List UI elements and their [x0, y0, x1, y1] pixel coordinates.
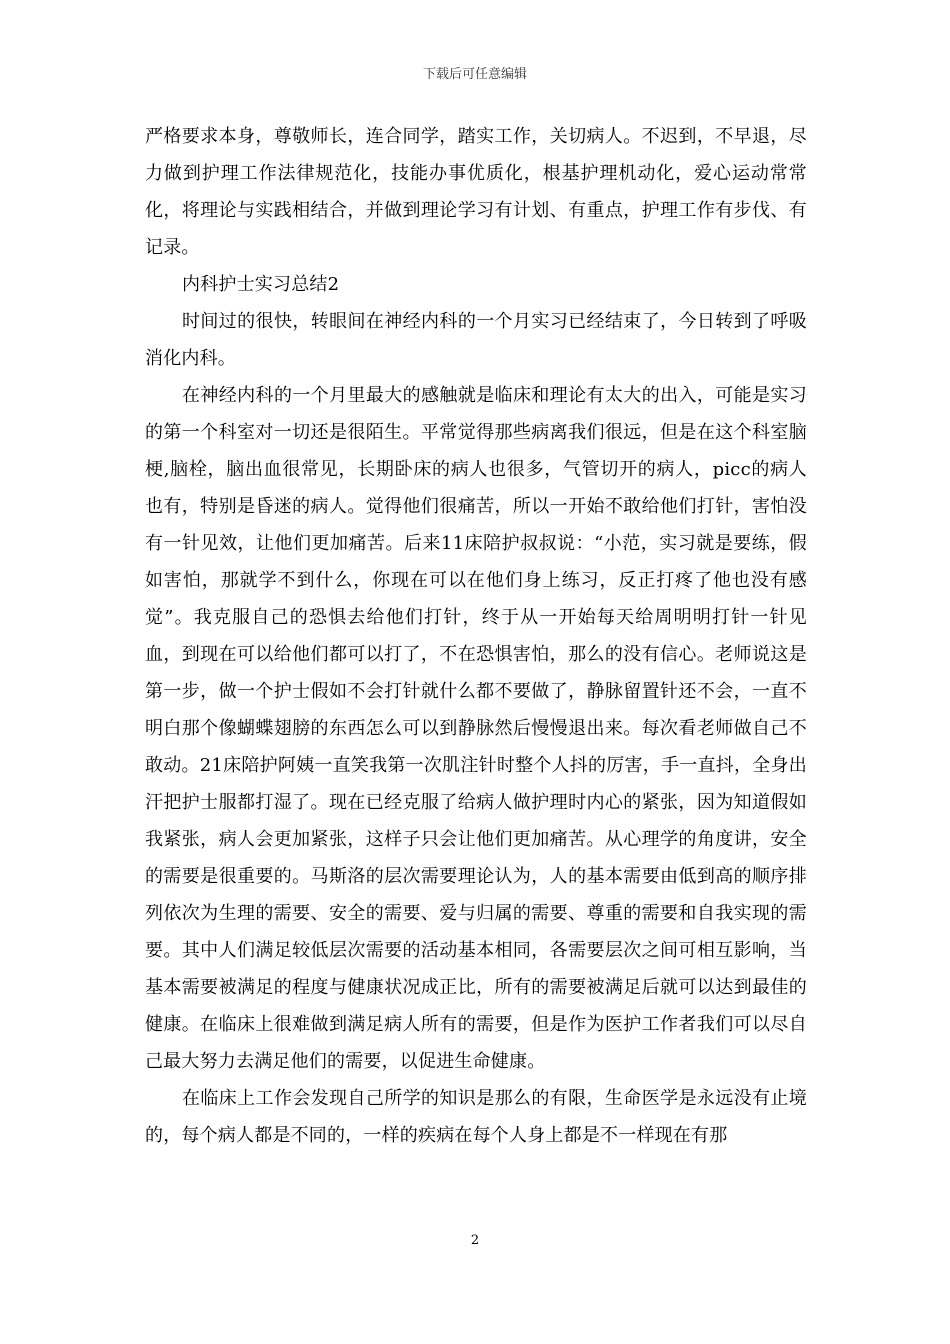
section-heading: 内科护士实习总结2 — [182, 274, 340, 295]
paragraph: 时间过的很快，转眼间在神经内科的一个月实习已经结束了，今日转到了呼吸消化内科。 — [145, 311, 807, 369]
page-header: 下载后可任意编辑 — [422, 67, 527, 82]
paragraph-continuation: 严格要求本身，尊敬师长，连合同学，踏实工作，关切病人。不迟到，不早退，尽力做到护理工作法律规范化，技能办事优质化，根基护理机动化，爱心运动常常化，将理论与实践相结合，并做到理论学习有计划、有重点，护理工作有步伐、有记录。 — [145, 126, 807, 258]
document-body — [145, 118, 807, 1154]
paragraph: 在临床上工作会发现自己所学的知识是那么的有限，生命医学是永远没有止境的，每个病人都是不同的，一样的疾病在每个人身上都是不一样现在有那 — [145, 1088, 807, 1146]
page-number: 2 — [470, 1233, 480, 1248]
paragraph: 在神经内科的一个月里最大的感触就是临床和理论有太大的出入，可能是实习的第一个科室对一切还是很陌生。平常觉得那些病离我们很远，但是在这个科室脑梗,脑栓，脑出血很常见，长期卧床的病人也很多，气管切开的病人，picc的病人也有，特别是昏迷的病人。觉得他们很痛苦，所以一开始不敢给他们打针，害怕没有一针见效，让他们更加痛苦。后来11床陪护叔叔说：“小范，实习就是要练，假如害怕，那就学不到什么，你现在可以在他们身上练习，反正打疼了他也没有感觉”。我克服自己的恐惧去给他们打针，终于从一开始每天给周明明打针一针见血，到现在可以给他们都可以打了，不在恐惧害怕，那么的没有信心。老师说这是第一步，做一个护士假如不会打针就什么都不要做了，静脉留置针还不会，一直不明白那个像蝴蝶翅膀的东西怎么可以到静脉然后慢慢退出来。每次看老师做自己不敢动。21床陪护阿姨一直笑我第一次肌注针时整个人抖的厉害，手一直抖，全身出汗把护士服都打湿了。现在已经克服了给病人做护理时内心的紧张，因为知道假如我紧张，病人会更加紧张，这样子只会让他们更加痛苦。从心理学的角度讲，安全的需要是很重要的。马斯洛的层次需要理论认为，人的基本需要由低到高的顺序排列依次为生理的需要、安全的需要、爱与归属的需要、尊重的需要和自我实现的需要。其中人们满足较低层次需要的活动基本相同，各需要层次之间可相互影响，当基本需要被满足的程度与健康状况成正比，所有的需要被满足后就可以达到最佳的健康。在临床上很难做到满足病人所有的需要，但是作为医护工作者我们可以尽自己最大努力去满足他们的需要，以促进生命健康。 — [145, 385, 807, 1072]
